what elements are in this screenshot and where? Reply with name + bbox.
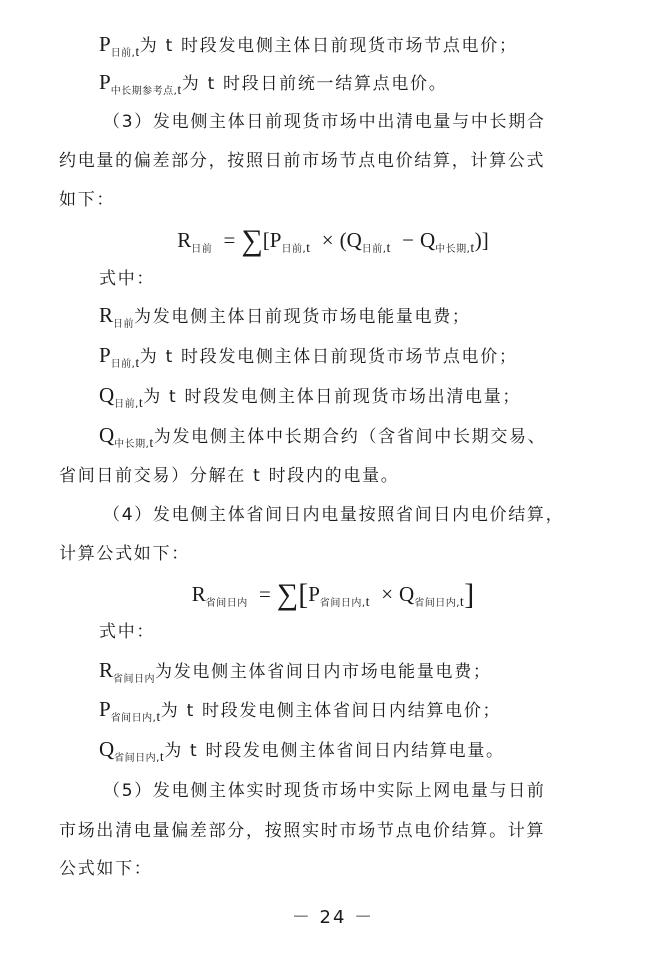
paragraph-3-line-1: （3）发电侧主体日前现货市场中出清电量与中长期合 [103, 112, 546, 132]
definition-line-p-day-ahead: $P_{日前,t}$为 t 时段发电侧主体日前现货市场节点电价； [99, 343, 518, 371]
paragraph-5-line-2: 市场出清电量偏差部分，按照实时市场节点电价结算。计算 [59, 821, 546, 841]
definition-line-r-day-ahead: $R_{日前}$为发电侧主体日前现货市场电能量电费； [99, 303, 471, 330]
definition-line-r-intraday: $R_{省间日内}$为发电侧主体省间日内市场电能量电费； [99, 658, 492, 685]
paragraph-5-line-1: （5）发电侧主体实时现货市场中实际上网电量与日前 [103, 781, 546, 801]
definition-line-p-intraday: $P_{省间日内,t}$为 t 时段发电侧主体省间日内结算电价； [99, 697, 502, 725]
definition-line-q-medium-long-term: $Q_{中长期,t}$为发电侧主体中长期合约（含省间中长期交易、 [99, 423, 547, 451]
formula-day-ahead: $R_{日前} = \sum[P_{日前,t} \times (Q_{日前,t} - Q_{中长期,t})]$ [177, 224, 489, 257]
definition-line-q-day-ahead: $Q_{日前,t}$为 t 时段发电侧主体日前现货市场出清电量； [99, 383, 522, 411]
where-label-2: 式中： [99, 622, 156, 642]
definition-line-continuation: 省间日前交易）分解在 t 时段内的电量。 [59, 466, 400, 486]
paragraph-5-line-3: 公式如下： [59, 859, 153, 879]
paragraph-4-line-2: 计算公式如下： [59, 544, 190, 564]
summation-symbol: ∑ [276, 578, 299, 611]
summation-symbol: ∑ [241, 224, 263, 257]
paragraph-3-line-2: 约电量的偏差部分，按照日前市场节点电价结算，计算公式 [59, 151, 546, 171]
formula-inter-provincial-intraday: $R_{省间日内} = \sum[P_{省间日内,t} \times Q_{省间日内,t}]$ [191, 578, 475, 611]
paragraph-3-line-3: 如下： [59, 190, 116, 210]
definition-line-q-intraday: $Q_{省间日内,t}$为 t 时段发电侧主体省间日内结算电量。 [99, 737, 505, 765]
definition-line-p-reference-point: $P_{中长期参考点,t}$为 t 时段日前统一结算点电价。 [99, 70, 448, 98]
paragraph-4-line-1: （4）发电侧主体省间日内电量按照省间日内电价结算， [103, 505, 565, 525]
definition-line-p-day-ahead-node: $P_{日前,t}$为 t 时段发电侧主体日前现货市场节点电价； [99, 32, 518, 60]
where-label-1: 式中： [99, 269, 156, 289]
page-number: － 24 － [291, 907, 375, 928]
